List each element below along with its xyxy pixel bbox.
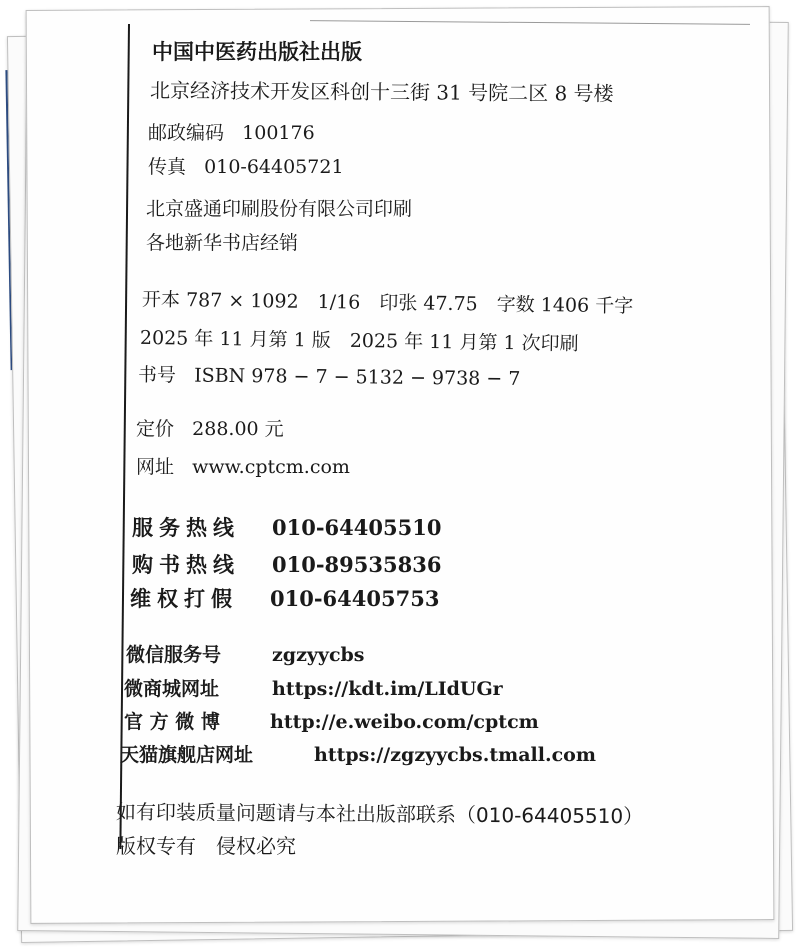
hotline-label: 购书热线 xyxy=(132,552,240,577)
hotline-number: 010-64405510 xyxy=(272,515,442,540)
service-value: https://zgzyycbs.tmall.com xyxy=(314,744,596,766)
price-value: 288.00 元 xyxy=(192,418,284,440)
hotline-number: 010-64405753 xyxy=(270,586,440,611)
price-line xyxy=(136,414,284,441)
website-label: 网址 xyxy=(136,456,175,478)
publisher-address: 北京经济技术开发区科创十三街 31 号院二区 8 号楼 xyxy=(149,78,614,106)
isbn-line xyxy=(138,360,521,391)
publisher-name: 中国中医药出版社出版 xyxy=(152,39,362,64)
postcode-label: 邮政编码 xyxy=(148,122,225,144)
hotline-anti-piracy xyxy=(130,583,439,613)
quality-notice: 如有印装质量问题请与本社出版部联系（010-64405510） xyxy=(115,799,644,829)
copyright-notice: 版权专有 侵权必究 xyxy=(116,834,296,858)
service-value: zgzyycbs xyxy=(272,644,365,666)
service-label: 微商城网址 xyxy=(124,678,220,700)
hotline-label: 维权打假 xyxy=(130,586,238,611)
printer-line: 北京盛通印刷股份有限公司印刷 xyxy=(146,198,413,220)
service-label: 天猫旗舰店网址 xyxy=(120,744,254,766)
hotline-purchase xyxy=(132,549,441,579)
service-tmall xyxy=(120,740,596,767)
hotline-number: 010-89535836 xyxy=(272,552,442,577)
distributor-line: 各地新华书店经销 xyxy=(146,232,299,254)
price-label: 定价 xyxy=(136,418,175,440)
format-line: 开本 787 × 1092 1/16 印张 47.75 字数 1406 千字 xyxy=(141,288,634,318)
website-value: www.cptcm.com xyxy=(192,456,350,478)
fax-line xyxy=(148,152,344,179)
service-value: https://kdt.im/LIdUGr xyxy=(272,678,503,700)
website-line xyxy=(136,452,350,479)
service-mall xyxy=(124,674,503,701)
edition-line: 2025 年 11 月第 1 版 2025 年 11 月第 1 次印刷 xyxy=(139,326,579,356)
service-value: http://e.weibo.com/cptcm xyxy=(270,711,539,733)
fax-value: 010-64405721 xyxy=(204,156,344,178)
service-wechat xyxy=(126,640,365,667)
service-label: 微信服务号 xyxy=(126,644,222,666)
fax-label: 传真 xyxy=(148,156,187,178)
isbn-label: 书号 xyxy=(137,363,177,387)
isbn-value: ISBN 978 − 7 − 5132 − 9738 − 7 xyxy=(194,364,521,391)
service-label: 官 方 微 博 xyxy=(124,711,220,733)
hotline-service xyxy=(132,512,441,542)
postcode-line xyxy=(148,118,315,145)
postcode-value: 100176 xyxy=(242,122,315,144)
hotline-label: 服务热线 xyxy=(132,515,240,540)
service-weibo xyxy=(124,707,539,734)
